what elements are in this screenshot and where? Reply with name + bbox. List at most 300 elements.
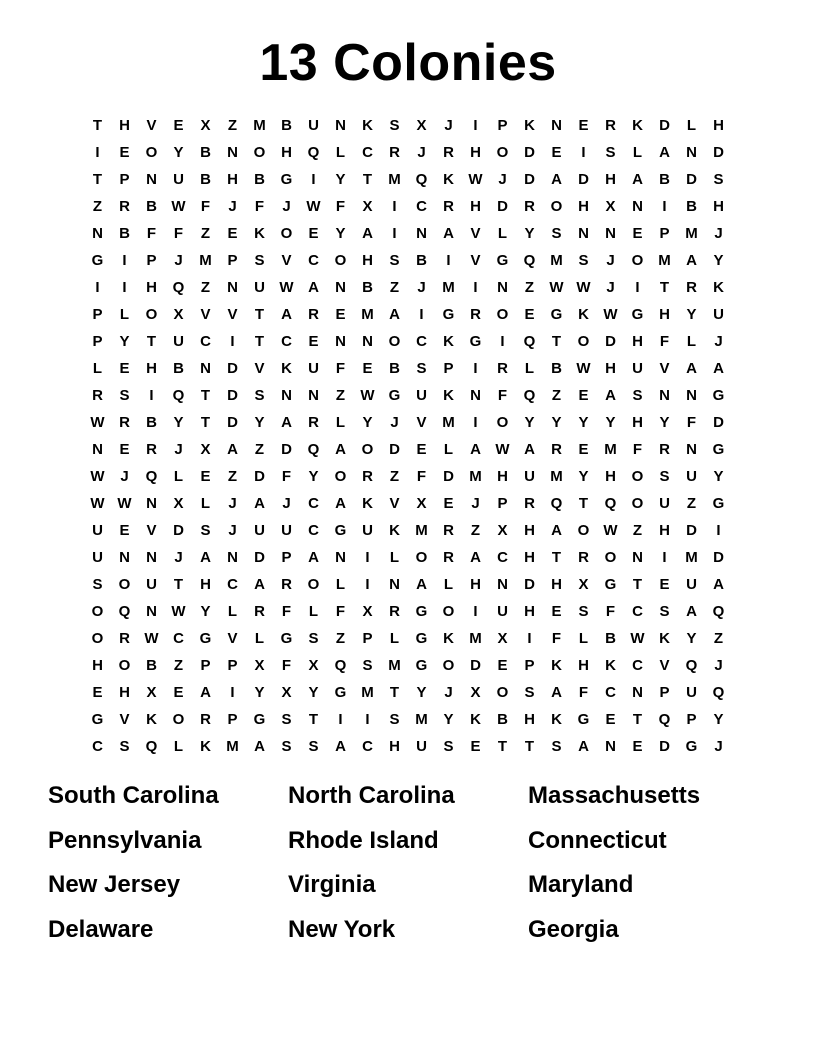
grid-letter: M bbox=[469, 630, 482, 647]
grid-letter: I bbox=[716, 522, 721, 539]
grid-letter: D bbox=[524, 576, 535, 593]
grid-letter: U bbox=[686, 468, 697, 485]
grid-letter: P bbox=[686, 711, 697, 728]
grid-letter: Y bbox=[578, 414, 589, 431]
grid-letter: Y bbox=[524, 414, 535, 431]
grid-letter: R bbox=[605, 117, 616, 134]
grid-letter: I bbox=[365, 549, 370, 566]
grid-letter: D bbox=[713, 414, 724, 431]
grid-letter: I bbox=[473, 414, 478, 431]
grid-letter: F bbox=[146, 225, 157, 242]
grid-letter: H bbox=[524, 603, 535, 620]
grid-letter: S bbox=[362, 657, 373, 674]
grid-letter: N bbox=[578, 225, 589, 242]
grid-letter: H bbox=[227, 171, 238, 188]
grid-letter: I bbox=[95, 144, 100, 161]
grid-letter: K bbox=[605, 657, 616, 674]
grid-letter: L bbox=[119, 306, 130, 323]
grid-letter: V bbox=[281, 252, 292, 269]
grid-letter: P bbox=[146, 252, 157, 269]
grid-letter: N bbox=[92, 441, 103, 458]
grid-letter: J bbox=[228, 522, 237, 539]
word-bank-item: Pennsylvania bbox=[48, 826, 202, 854]
grid-letter: I bbox=[230, 684, 235, 701]
grid-letter: P bbox=[497, 117, 508, 134]
grid-letter: C bbox=[200, 333, 211, 350]
grid-letter: L bbox=[227, 603, 238, 620]
grid-letter: Y bbox=[254, 414, 265, 431]
grid-letter: W bbox=[549, 279, 564, 296]
grid-letter: E bbox=[416, 441, 427, 458]
grid-letter: M bbox=[388, 171, 401, 188]
grid-letter: R bbox=[443, 198, 454, 215]
grid-letter: N bbox=[416, 225, 427, 242]
grid-letter: S bbox=[416, 360, 427, 377]
grid-letter: L bbox=[200, 495, 211, 512]
grid-letter: K bbox=[470, 711, 481, 728]
grid-letter: N bbox=[119, 549, 130, 566]
grid-letter: O bbox=[631, 252, 644, 269]
grid-letter: J bbox=[417, 279, 426, 296]
grid-letter: T bbox=[389, 684, 400, 701]
grid-letter: Q bbox=[523, 252, 536, 269]
grid-letter: I bbox=[500, 333, 505, 350]
grid-letter: G bbox=[577, 711, 590, 728]
grid-letter: I bbox=[392, 225, 397, 242]
grid-letter: S bbox=[281, 711, 292, 728]
grid-letter: I bbox=[446, 252, 451, 269]
grid-letter: D bbox=[254, 468, 265, 485]
grid-letter: R bbox=[119, 414, 130, 431]
grid-letter: H bbox=[524, 711, 535, 728]
grid-letter: G bbox=[712, 387, 725, 404]
grid-letter: Y bbox=[173, 414, 184, 431]
grid-letter: G bbox=[415, 657, 428, 674]
grid-letter: Q bbox=[172, 279, 185, 296]
grid-letter: E bbox=[578, 441, 589, 458]
grid-letter: J bbox=[714, 333, 723, 350]
grid-letter: Y bbox=[578, 468, 589, 485]
grid-letter: E bbox=[524, 306, 535, 323]
word-bank-item: South Carolina bbox=[48, 782, 219, 809]
grid-letter: S bbox=[254, 387, 265, 404]
grid-letter: I bbox=[635, 279, 640, 296]
grid-letter: P bbox=[362, 630, 373, 647]
grid-letter: N bbox=[632, 198, 643, 215]
grid-letter: N bbox=[335, 117, 346, 134]
grid-letter: P bbox=[281, 549, 292, 566]
grid-letter: J bbox=[714, 225, 723, 242]
grid-letter: F bbox=[281, 657, 292, 674]
grid-letter: J bbox=[228, 198, 237, 215]
grid-letter: B bbox=[497, 711, 508, 728]
grid-letter: Z bbox=[470, 522, 481, 539]
grid-letter: G bbox=[280, 171, 293, 188]
grid-letter: R bbox=[308, 414, 319, 431]
grid-letter: E bbox=[119, 360, 130, 377]
grid-letter: N bbox=[389, 576, 400, 593]
grid-letter: W bbox=[90, 468, 105, 485]
grid-letter: H bbox=[713, 117, 724, 134]
grid-letter: S bbox=[119, 387, 130, 404]
grid-letter: S bbox=[578, 603, 589, 620]
grid-letter: W bbox=[306, 198, 321, 215]
grid-letter: T bbox=[632, 576, 643, 593]
grid-letter: Q bbox=[523, 387, 536, 404]
grid-letter: B bbox=[281, 117, 292, 134]
grid-letter: K bbox=[713, 279, 724, 296]
grid-letter: P bbox=[524, 657, 535, 674]
grid-letter: I bbox=[230, 333, 235, 350]
grid-letter: B bbox=[146, 414, 157, 431]
grid-letter: A bbox=[335, 495, 346, 512]
grid-letter: O bbox=[631, 495, 644, 512]
grid-letter: O bbox=[496, 414, 509, 431]
grid-letter: R bbox=[659, 441, 670, 458]
grid-letter: D bbox=[227, 360, 238, 377]
grid-letter: N bbox=[497, 279, 508, 296]
grid-letter: G bbox=[91, 252, 104, 269]
grid-letter: L bbox=[335, 414, 346, 431]
grid-letter: H bbox=[470, 198, 481, 215]
grid-letter: R bbox=[524, 198, 535, 215]
grid-letter: B bbox=[254, 171, 265, 188]
grid-letter: E bbox=[119, 522, 130, 539]
grid-letter: M bbox=[658, 252, 671, 269]
grid-letter: E bbox=[335, 306, 346, 323]
grid-letter: O bbox=[280, 225, 293, 242]
grid-letter: D bbox=[659, 738, 670, 755]
grid-letter: X bbox=[200, 117, 211, 134]
grid-letter: P bbox=[227, 252, 238, 269]
grid-letter: A bbox=[713, 360, 724, 377]
grid-letter: U bbox=[686, 576, 697, 593]
grid-letter: E bbox=[119, 144, 130, 161]
grid-letter: Y bbox=[443, 711, 454, 728]
grid-letter: G bbox=[253, 711, 266, 728]
grid-letter: N bbox=[335, 279, 346, 296]
grid-letter: E bbox=[470, 738, 481, 755]
grid-letter: Z bbox=[200, 279, 211, 296]
grid-letter: O bbox=[334, 468, 347, 485]
grid-letter: B bbox=[173, 360, 184, 377]
grid-letter: T bbox=[524, 738, 535, 755]
grid-letter: I bbox=[365, 576, 370, 593]
grid-letter: A bbox=[470, 549, 481, 566]
grid-letter: H bbox=[578, 198, 589, 215]
grid-letter: G bbox=[685, 738, 698, 755]
grid-letter: T bbox=[92, 117, 103, 134]
grid-letter: R bbox=[443, 522, 454, 539]
grid-letter: F bbox=[254, 198, 265, 215]
grid-letter: F bbox=[659, 333, 670, 350]
grid-letter: H bbox=[659, 306, 670, 323]
grid-letter: H bbox=[632, 414, 643, 431]
grid-letter: R bbox=[146, 441, 157, 458]
grid-letter: J bbox=[444, 684, 453, 701]
grid-letter: V bbox=[146, 522, 157, 539]
grid-letter: E bbox=[308, 333, 319, 350]
grid-letter: T bbox=[308, 711, 319, 728]
grid-letter: Q bbox=[145, 468, 158, 485]
grid-letter: D bbox=[524, 171, 535, 188]
grid-letter: P bbox=[92, 333, 103, 350]
grid-letter: D bbox=[254, 549, 265, 566]
grid-letter: F bbox=[335, 360, 346, 377]
grid-letter: T bbox=[200, 414, 211, 431]
grid-letter: N bbox=[281, 387, 292, 404]
grid-letter: T bbox=[254, 306, 265, 323]
grid-letter: Y bbox=[200, 603, 211, 620]
grid-letter: W bbox=[603, 522, 618, 539]
grid-letter: K bbox=[200, 738, 211, 755]
grid-letter: F bbox=[281, 468, 292, 485]
grid-letter: R bbox=[497, 360, 508, 377]
grid-letter: V bbox=[659, 657, 670, 674]
grid-letter: T bbox=[659, 279, 670, 296]
grid-letter: N bbox=[605, 225, 616, 242]
grid-letter: L bbox=[173, 468, 184, 485]
grid-letter: U bbox=[362, 522, 373, 539]
grid-letter: O bbox=[577, 522, 590, 539]
grid-letter: X bbox=[416, 495, 427, 512]
grid-letter: N bbox=[497, 576, 508, 593]
grid-letter: J bbox=[606, 279, 615, 296]
grid-letter: H bbox=[578, 657, 589, 674]
grid-letter: A bbox=[551, 522, 562, 539]
grid-letter: X bbox=[173, 495, 184, 512]
grid-letter: Z bbox=[254, 441, 265, 458]
grid-letter: N bbox=[551, 117, 562, 134]
grid-letter: L bbox=[632, 144, 643, 161]
grid-letter: H bbox=[524, 549, 535, 566]
grid-letter: S bbox=[524, 684, 535, 701]
grid-letter: V bbox=[227, 306, 238, 323]
grid-letter: K bbox=[659, 630, 670, 647]
grid-letter: D bbox=[713, 144, 724, 161]
grid-letter: M bbox=[442, 279, 455, 296]
grid-letter: R bbox=[119, 198, 130, 215]
grid-letter: H bbox=[605, 468, 616, 485]
grid-letter: Z bbox=[686, 495, 697, 512]
grid-letter: C bbox=[308, 252, 319, 269]
grid-letter: G bbox=[631, 306, 644, 323]
grid-letter: U bbox=[281, 522, 292, 539]
grid-letter: A bbox=[605, 387, 616, 404]
grid-letter: I bbox=[419, 306, 424, 323]
grid-letter: N bbox=[632, 549, 643, 566]
grid-letter: W bbox=[171, 603, 186, 620]
grid-letter: A bbox=[335, 441, 346, 458]
grid-letter: I bbox=[527, 630, 532, 647]
grid-letter: K bbox=[551, 711, 562, 728]
grid-letter: L bbox=[578, 630, 589, 647]
grid-letter: W bbox=[171, 198, 186, 215]
grid-letter: J bbox=[714, 657, 723, 674]
grid-letter: S bbox=[119, 738, 130, 755]
grid-letter: W bbox=[468, 171, 483, 188]
grid-letter: S bbox=[713, 171, 724, 188]
grid-letter: A bbox=[686, 252, 697, 269]
grid-letter: Q bbox=[145, 738, 158, 755]
grid-letter: Q bbox=[712, 684, 725, 701]
grid-letter: L bbox=[443, 441, 454, 458]
grid-letter: N bbox=[146, 171, 157, 188]
grid-letter: D bbox=[227, 387, 238, 404]
grid-letter: J bbox=[714, 738, 723, 755]
grid-letter: U bbox=[173, 171, 184, 188]
grid-letter: R bbox=[524, 495, 535, 512]
grid-letter: X bbox=[173, 306, 184, 323]
grid-letter: V bbox=[254, 360, 265, 377]
grid-letter: H bbox=[551, 576, 562, 593]
grid-letter: N bbox=[335, 333, 346, 350]
grid-letter: B bbox=[362, 279, 373, 296]
grid-letter: E bbox=[551, 144, 562, 161]
grid-letter: A bbox=[335, 738, 346, 755]
grid-letter: Z bbox=[389, 468, 400, 485]
grid-letter: O bbox=[253, 144, 266, 161]
grid-letter: G bbox=[712, 441, 725, 458]
grid-letter: D bbox=[443, 468, 454, 485]
grid-letter: A bbox=[416, 576, 427, 593]
grid-letter: Y bbox=[524, 225, 535, 242]
grid-letter: I bbox=[662, 198, 667, 215]
grid-letter: I bbox=[392, 198, 397, 215]
grid-letter: U bbox=[632, 360, 643, 377]
grid-letter: R bbox=[389, 144, 400, 161]
grid-letter: A bbox=[308, 279, 319, 296]
grid-letter: N bbox=[227, 144, 238, 161]
grid-letter: Z bbox=[389, 279, 400, 296]
grid-letter: L bbox=[92, 360, 103, 377]
grid-letter: W bbox=[576, 279, 591, 296]
grid-letter: V bbox=[200, 306, 211, 323]
grid-letter: F bbox=[686, 414, 697, 431]
grid-letter: Z bbox=[200, 225, 211, 242]
grid-letter: K bbox=[362, 495, 373, 512]
grid-letter: Q bbox=[712, 603, 725, 620]
grid-letter: I bbox=[473, 360, 478, 377]
grid-letter: W bbox=[90, 495, 105, 512]
grid-letter: L bbox=[173, 738, 184, 755]
grid-letter: A bbox=[713, 576, 724, 593]
letter-grid bbox=[84, 112, 732, 760]
grid-letter: N bbox=[686, 441, 697, 458]
grid-letter: E bbox=[119, 441, 130, 458]
grid-letter: N bbox=[686, 387, 697, 404]
grid-letter: H bbox=[470, 144, 481, 161]
grid-letter: Q bbox=[172, 387, 185, 404]
grid-letter: Y bbox=[362, 414, 373, 431]
grid-letter: H bbox=[659, 522, 670, 539]
grid-letter: A bbox=[281, 414, 292, 431]
word-bank-item: New Jersey bbox=[48, 871, 181, 898]
grid-letter: L bbox=[308, 603, 319, 620]
grid-letter: M bbox=[415, 522, 428, 539]
word-bank-item: Connecticut bbox=[528, 826, 667, 854]
grid-letter: C bbox=[632, 603, 643, 620]
grid-letter: J bbox=[471, 495, 480, 512]
puzzle-title: 13 Colonies bbox=[259, 34, 557, 92]
grid-letter: W bbox=[495, 441, 510, 458]
grid-letter: F bbox=[200, 198, 211, 215]
grid-letter: A bbox=[578, 738, 589, 755]
grid-letter: T bbox=[551, 333, 562, 350]
grid-letter: O bbox=[604, 549, 617, 566]
grid-letter: U bbox=[173, 333, 184, 350]
grid-letter: Q bbox=[658, 711, 671, 728]
grid-letter: F bbox=[416, 468, 427, 485]
grid-letter: T bbox=[146, 333, 157, 350]
grid-letter: Z bbox=[632, 522, 643, 539]
grid-letter: A bbox=[443, 225, 454, 242]
grid-letter: Y bbox=[254, 684, 265, 701]
grid-letter: H bbox=[389, 738, 400, 755]
grid-letter: R bbox=[119, 630, 130, 647]
grid-letter: S bbox=[308, 738, 319, 755]
grid-letter: I bbox=[365, 711, 370, 728]
grid-letter: O bbox=[388, 333, 401, 350]
grid-letter: W bbox=[630, 630, 645, 647]
grid-letter: T bbox=[200, 387, 211, 404]
grid-letter: C bbox=[416, 333, 427, 350]
grid-letter: W bbox=[279, 279, 294, 296]
grid-letter: B bbox=[119, 225, 130, 242]
grid-letter: D bbox=[227, 414, 238, 431]
grid-letter: N bbox=[92, 225, 103, 242]
grid-letter: Y bbox=[605, 414, 616, 431]
grid-letter: Y bbox=[686, 306, 697, 323]
grid-letter: P bbox=[659, 225, 670, 242]
grid-letter: T bbox=[497, 738, 508, 755]
grid-letter: L bbox=[686, 117, 697, 134]
grid-letter: O bbox=[442, 603, 455, 620]
grid-letter: Q bbox=[523, 333, 536, 350]
grid-letter: V bbox=[659, 360, 670, 377]
grid-letter: U bbox=[308, 360, 319, 377]
grid-letter: L bbox=[389, 549, 400, 566]
grid-letter: Q bbox=[415, 171, 428, 188]
grid-letter: G bbox=[91, 711, 104, 728]
grid-letter: N bbox=[605, 738, 616, 755]
grid-letter: X bbox=[416, 117, 427, 134]
grid-letter: R bbox=[389, 603, 400, 620]
grid-letter: Y bbox=[335, 225, 346, 242]
grid-letter: M bbox=[253, 117, 266, 134]
grid-letter: G bbox=[388, 387, 401, 404]
grid-letter: O bbox=[577, 333, 590, 350]
grid-letter: E bbox=[362, 360, 373, 377]
grid-letter: X bbox=[308, 657, 319, 674]
grid-letter: L bbox=[254, 630, 265, 647]
grid-letter: J bbox=[444, 117, 453, 134]
grid-letter: D bbox=[497, 198, 508, 215]
word-bank-item: New York bbox=[288, 915, 396, 943]
grid-letter: N bbox=[146, 603, 157, 620]
grid-letter: M bbox=[226, 738, 239, 755]
grid-letter: J bbox=[228, 495, 237, 512]
word-bank-item: Virginia bbox=[288, 871, 376, 898]
grid-letter: K bbox=[443, 630, 454, 647]
grid-letter: S bbox=[659, 603, 670, 620]
grid-letter: W bbox=[144, 630, 159, 647]
grid-letter: X bbox=[605, 198, 616, 215]
grid-letter: O bbox=[118, 657, 131, 674]
grid-letter: G bbox=[199, 630, 212, 647]
grid-letter: L bbox=[443, 576, 454, 593]
grid-letter: N bbox=[308, 387, 319, 404]
